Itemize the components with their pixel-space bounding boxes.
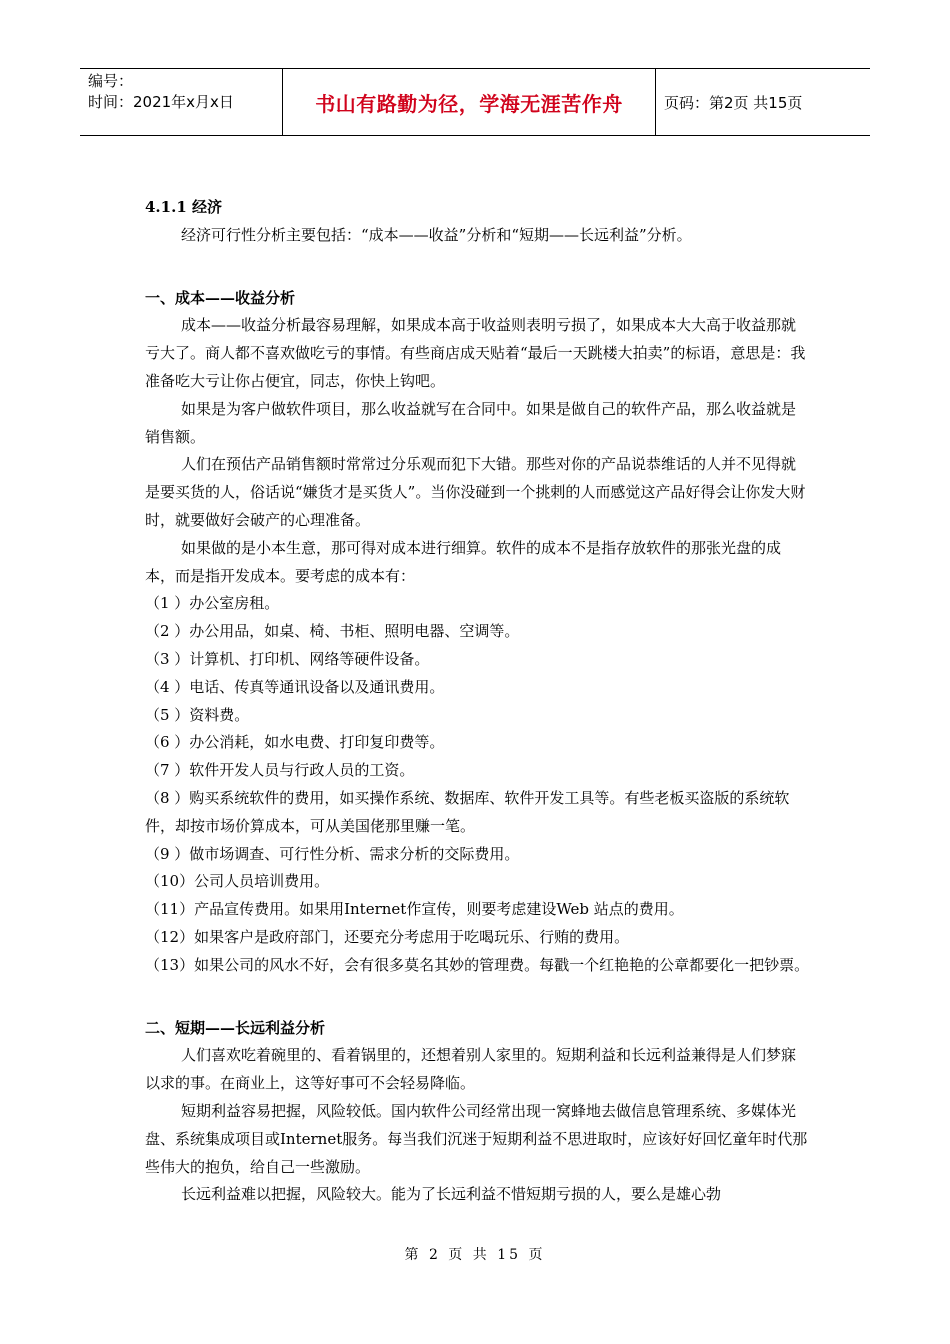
header-page-info: 页码：第2页 共15页 bbox=[664, 93, 803, 112]
paragraph: 如果做的是小本生意，那可得对成本进行细算。软件的成本不是指存放软件的那张光盘的成本，而是指开发成本。要考虑的成本有： bbox=[145, 538, 782, 585]
page-header bbox=[80, 68, 870, 136]
list-item: （13）如果公司的风水不好，会有很多莫名其妙的管理费。每戳一个红艳艳的公章都要化一把钞票。 bbox=[145, 955, 810, 974]
list-item: （9 ）做市场调查、可行性分析、需求分析的交际费用。 bbox=[145, 844, 520, 863]
list-item: （5 ）资料费。 bbox=[145, 705, 250, 724]
list-item: （8 ）购买系统软件的费用，如买操作系统、数据库、软件开发工具等。有些老板买盗版的系统软件，却按市场价算成本，可从美国佬那里赚一笔。 bbox=[145, 788, 790, 835]
document-number-label: 编号： bbox=[88, 72, 134, 90]
document-body bbox=[145, 194, 810, 1209]
list-item: （12）如果客户是政府部门，还要充分考虑用于吃喝玩乐、行贿的费用。 bbox=[145, 927, 630, 946]
part2-heading: 二、短期——长远利益分析 bbox=[145, 1018, 326, 1037]
page-footer: 第 2 页 共 15 页 bbox=[404, 1247, 546, 1263]
part1-heading: 一、成本——收益分析 bbox=[145, 288, 296, 307]
paragraph: 人们喜欢吃着碗里的、看着锅里的，还想着别人家里的。短期利益和长远利益兼得是人们梦寐以求的事。在商业上，这等好事可不会轻易降临。 bbox=[145, 1046, 797, 1093]
header-motto: 书山有路勤为径，学海无涯苦作舟 bbox=[282, 69, 656, 135]
list-item: （3 ）计算机、打印机、网络等硬件设备。 bbox=[145, 649, 430, 668]
list-item: （6 ）办公消耗，如水电费、打印复印费等。 bbox=[145, 733, 445, 752]
paragraph: 成本——收益分析最容易理解，如果成本高于收益则表明亏损了，如果成本大大高于收益那就亏大了。商人都不喜欢做吃亏的事情。有些商店成天贴着“最后一天跳楼大拍卖”的标语，意思是：我准备吃大亏让你占便宜，同志，你快上钩吧。 bbox=[145, 316, 806, 390]
list-item: （10）公司人员培训费用。 bbox=[145, 872, 330, 891]
paragraph: 长远利益难以把握，风险较大。能为了长远利益不惜短期亏损的人，要么是雄心勃 bbox=[181, 1185, 722, 1204]
spacer bbox=[145, 980, 810, 998]
paragraph: 短期利益容易把握，风险较低。国内软件公司经常出现一窝蜂地去做信息管理系统、多媒体光盘、系统集成项目或Internet服务。每当我们沉迷于短期利益不思进取时，应该好好回忆童年时代那些伟大的抱负，给自己一些激励。 bbox=[145, 1101, 808, 1176]
list-item: （2 ）办公用品，如桌、椅、书柜、照明电器、空调等。 bbox=[145, 622, 520, 641]
list-item: （1 ）办公室房租。 bbox=[145, 594, 280, 613]
paragraph: 如果是为客户做软件项目，那么收益就写在合同中。如果是做自己的软件产品，那么收益就是销售额。 bbox=[145, 399, 797, 446]
list-item: （7 ）软件开发人员与行政人员的工资。 bbox=[145, 761, 415, 780]
section-heading: 4.1.1 经济 bbox=[145, 198, 222, 216]
list-item: （11）产品宣传费用。如果用Internet作宣传，则要考虑建设Web 站点的费用。 bbox=[145, 900, 684, 919]
document-time-label: 时间：2021年x月x日 bbox=[88, 93, 234, 111]
section-intro: 经济可行性分析主要包括：“成本——收益”分析和“短期——长远利益”分析。 bbox=[181, 225, 692, 244]
paragraph: 人们在预估产品销售额时常常过分乐观而犯下大错。那些对你的产品说恭维话的人并不见得就是要买货的人，俗话说“嫌货才是买货人”。当你没碰到一个挑剌的人而感觉这产品好得会让你发大财时，就要做好会破产的心理准备。 bbox=[145, 455, 806, 529]
list-item: （4 ）电话、传真等通讯设备以及通讯费用。 bbox=[145, 677, 445, 696]
header-meta-cell bbox=[80, 69, 282, 135]
spacer bbox=[145, 250, 810, 268]
